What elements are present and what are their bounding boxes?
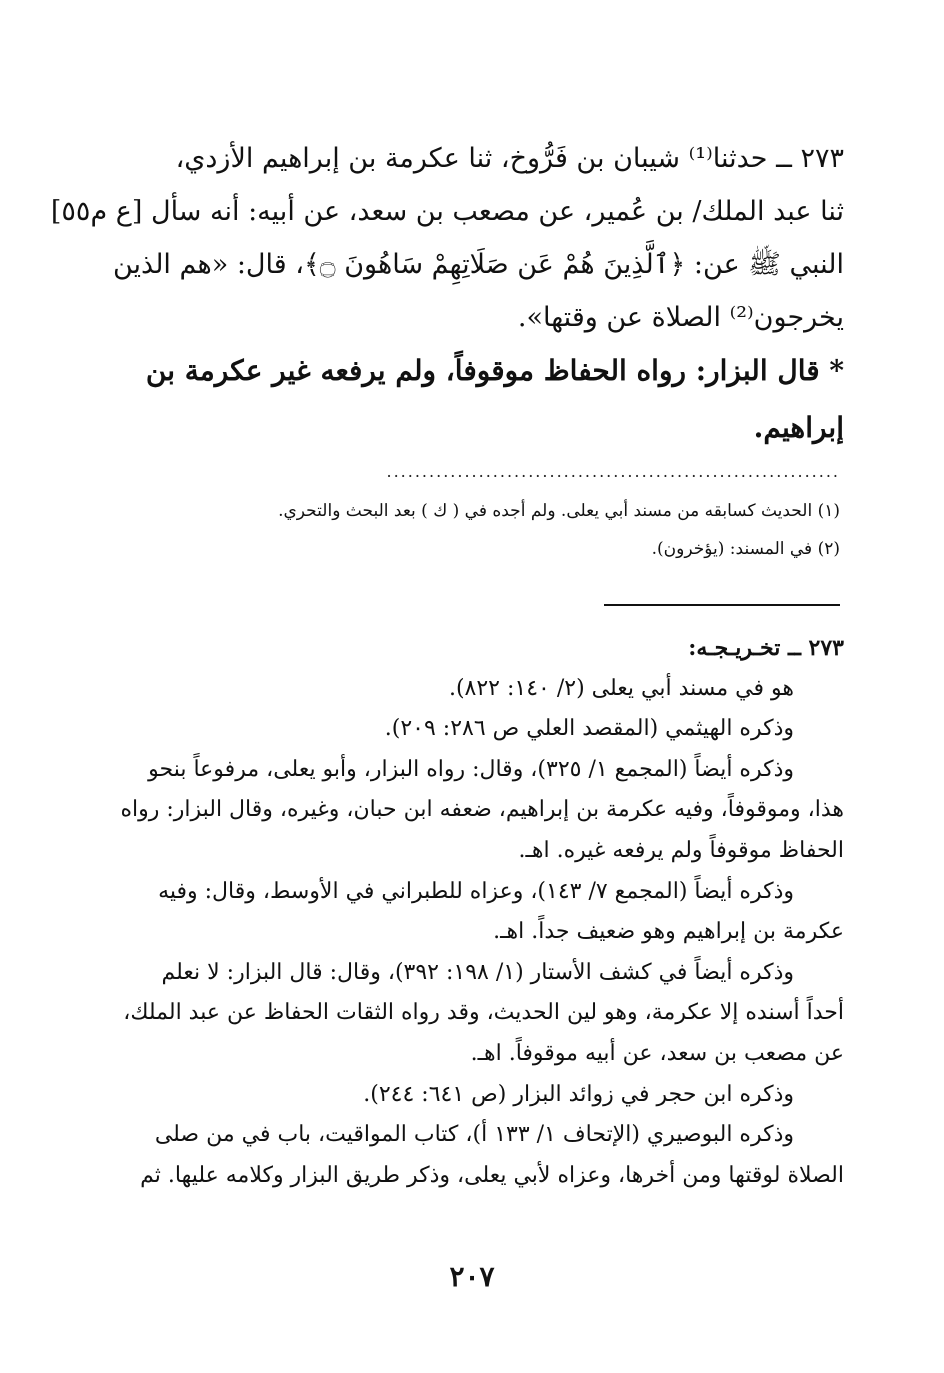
takhrij-line: وذكره أيضاً (المجمع ٧/ ١٤٣)، وعزاه للطبراني في الأوسط، وقال: وفيه	[158, 878, 794, 904]
takhrij-line: وذكره أيضاً (المجمع ١/ ٣٢٥)، وقال: رواه البزار، وأبو يعلى، مرفوعاً بنحو	[148, 756, 794, 782]
hadith-line: يخرجون⁽²⁾ الصلاة عن وقتها».	[517, 302, 844, 333]
footnote-1: (١) الحديث كسابقه من مسند أبي يعلى. ولم أجده في ( ك ) بعد البحث والتحري.	[278, 501, 840, 521]
hadith-line: ٢٧٣ ــ حدثنا⁽¹⁾ شيبان بن فَرُّوخ، ثنا عكرمة بن إبراهيم الأزدي،	[175, 143, 844, 174]
hadith-text	[50, 132, 844, 344]
section-divider	[604, 604, 840, 606]
takhrij-line: وذكره ابن حجر في زوائد البزار (ص ٦٤١: ٢٤٤).	[363, 1081, 794, 1107]
takhrij-heading: ٢٧٣ ــ تخـريـجـه:	[688, 635, 844, 661]
takhrij-line: الحفاظ موقوفاً ولم يرفعه غيره. اهـ.	[518, 837, 844, 863]
bazzar-note	[98, 342, 844, 456]
footnote-2: (٢) في المسند: (يؤخرون).	[651, 539, 840, 559]
takhrij-line: هو في مسند أبي يعلى (٢/ ١٤٠: ٨٢٢).	[448, 675, 794, 701]
takhrij-line: عكرمة بن إبراهيم وهو ضعيف جداً. اهـ.	[493, 919, 844, 945]
takhrij-line: وذكره أيضاً في كشف الأستار (١/ ١٩٨: ٣٩٢)، وقال: قال البزار: لا نعلم	[161, 959, 794, 985]
footnote-separator: ................................................................	[386, 462, 840, 481]
footnotes	[100, 492, 840, 568]
takhrij-line: أحداً أسنده إلا عكرمة، وهو لين الحديث، وقد رواه الثقات الحفاظ عن عبد الملك،	[123, 1000, 844, 1026]
bazzar-note-line: * قال البزار: رواه الحفاظ موقوفاً، ولم يرفعه غير عكرمة بن	[145, 354, 844, 387]
takhrij-line: وذكره البوصيري (الإتحاف ١/ ١٣٣ أ)، كتاب المواقيت، باب في من صلى	[154, 1122, 794, 1148]
hadith-line: النبي ﷺ عن: ﴿ٱلَّذِينَ هُمْ عَن صَلَاتِهِمْ سَاهُونَ ۝﴾، قال: «هم الذين	[112, 249, 844, 280]
takhrij-line: وذكره الهيثمي (المقصد العلي ص ٢٨٦: ٢٠٩).	[384, 716, 794, 742]
takhrij-line: عن مصعب بن سعد، عن أبيه موقوفاً. اهـ.	[470, 1040, 844, 1066]
takhrij-line: الصلاة لوقتها ومن أخرها، وعزاه لأبي يعلى، وذكر طريق البزار وكلامه عليها. ثم	[140, 1162, 844, 1188]
hadith-line: ثنا عبد الملك/ بن عُمير، عن مصعب بن سعد، عن أبيه: أنه سأل [ع م٥٥]	[50, 196, 844, 227]
bazzar-note-line: إبراهيم.	[753, 411, 844, 444]
takhrij-section	[98, 628, 844, 1196]
page-number: ٢٠٧	[449, 1260, 495, 1293]
takhrij-line: هذا، وموقوفاً، وفيه عكرمة بن إبراهيم، ضعفه ابن حبان، وغيره، وقال البزار: رواه	[120, 797, 844, 823]
